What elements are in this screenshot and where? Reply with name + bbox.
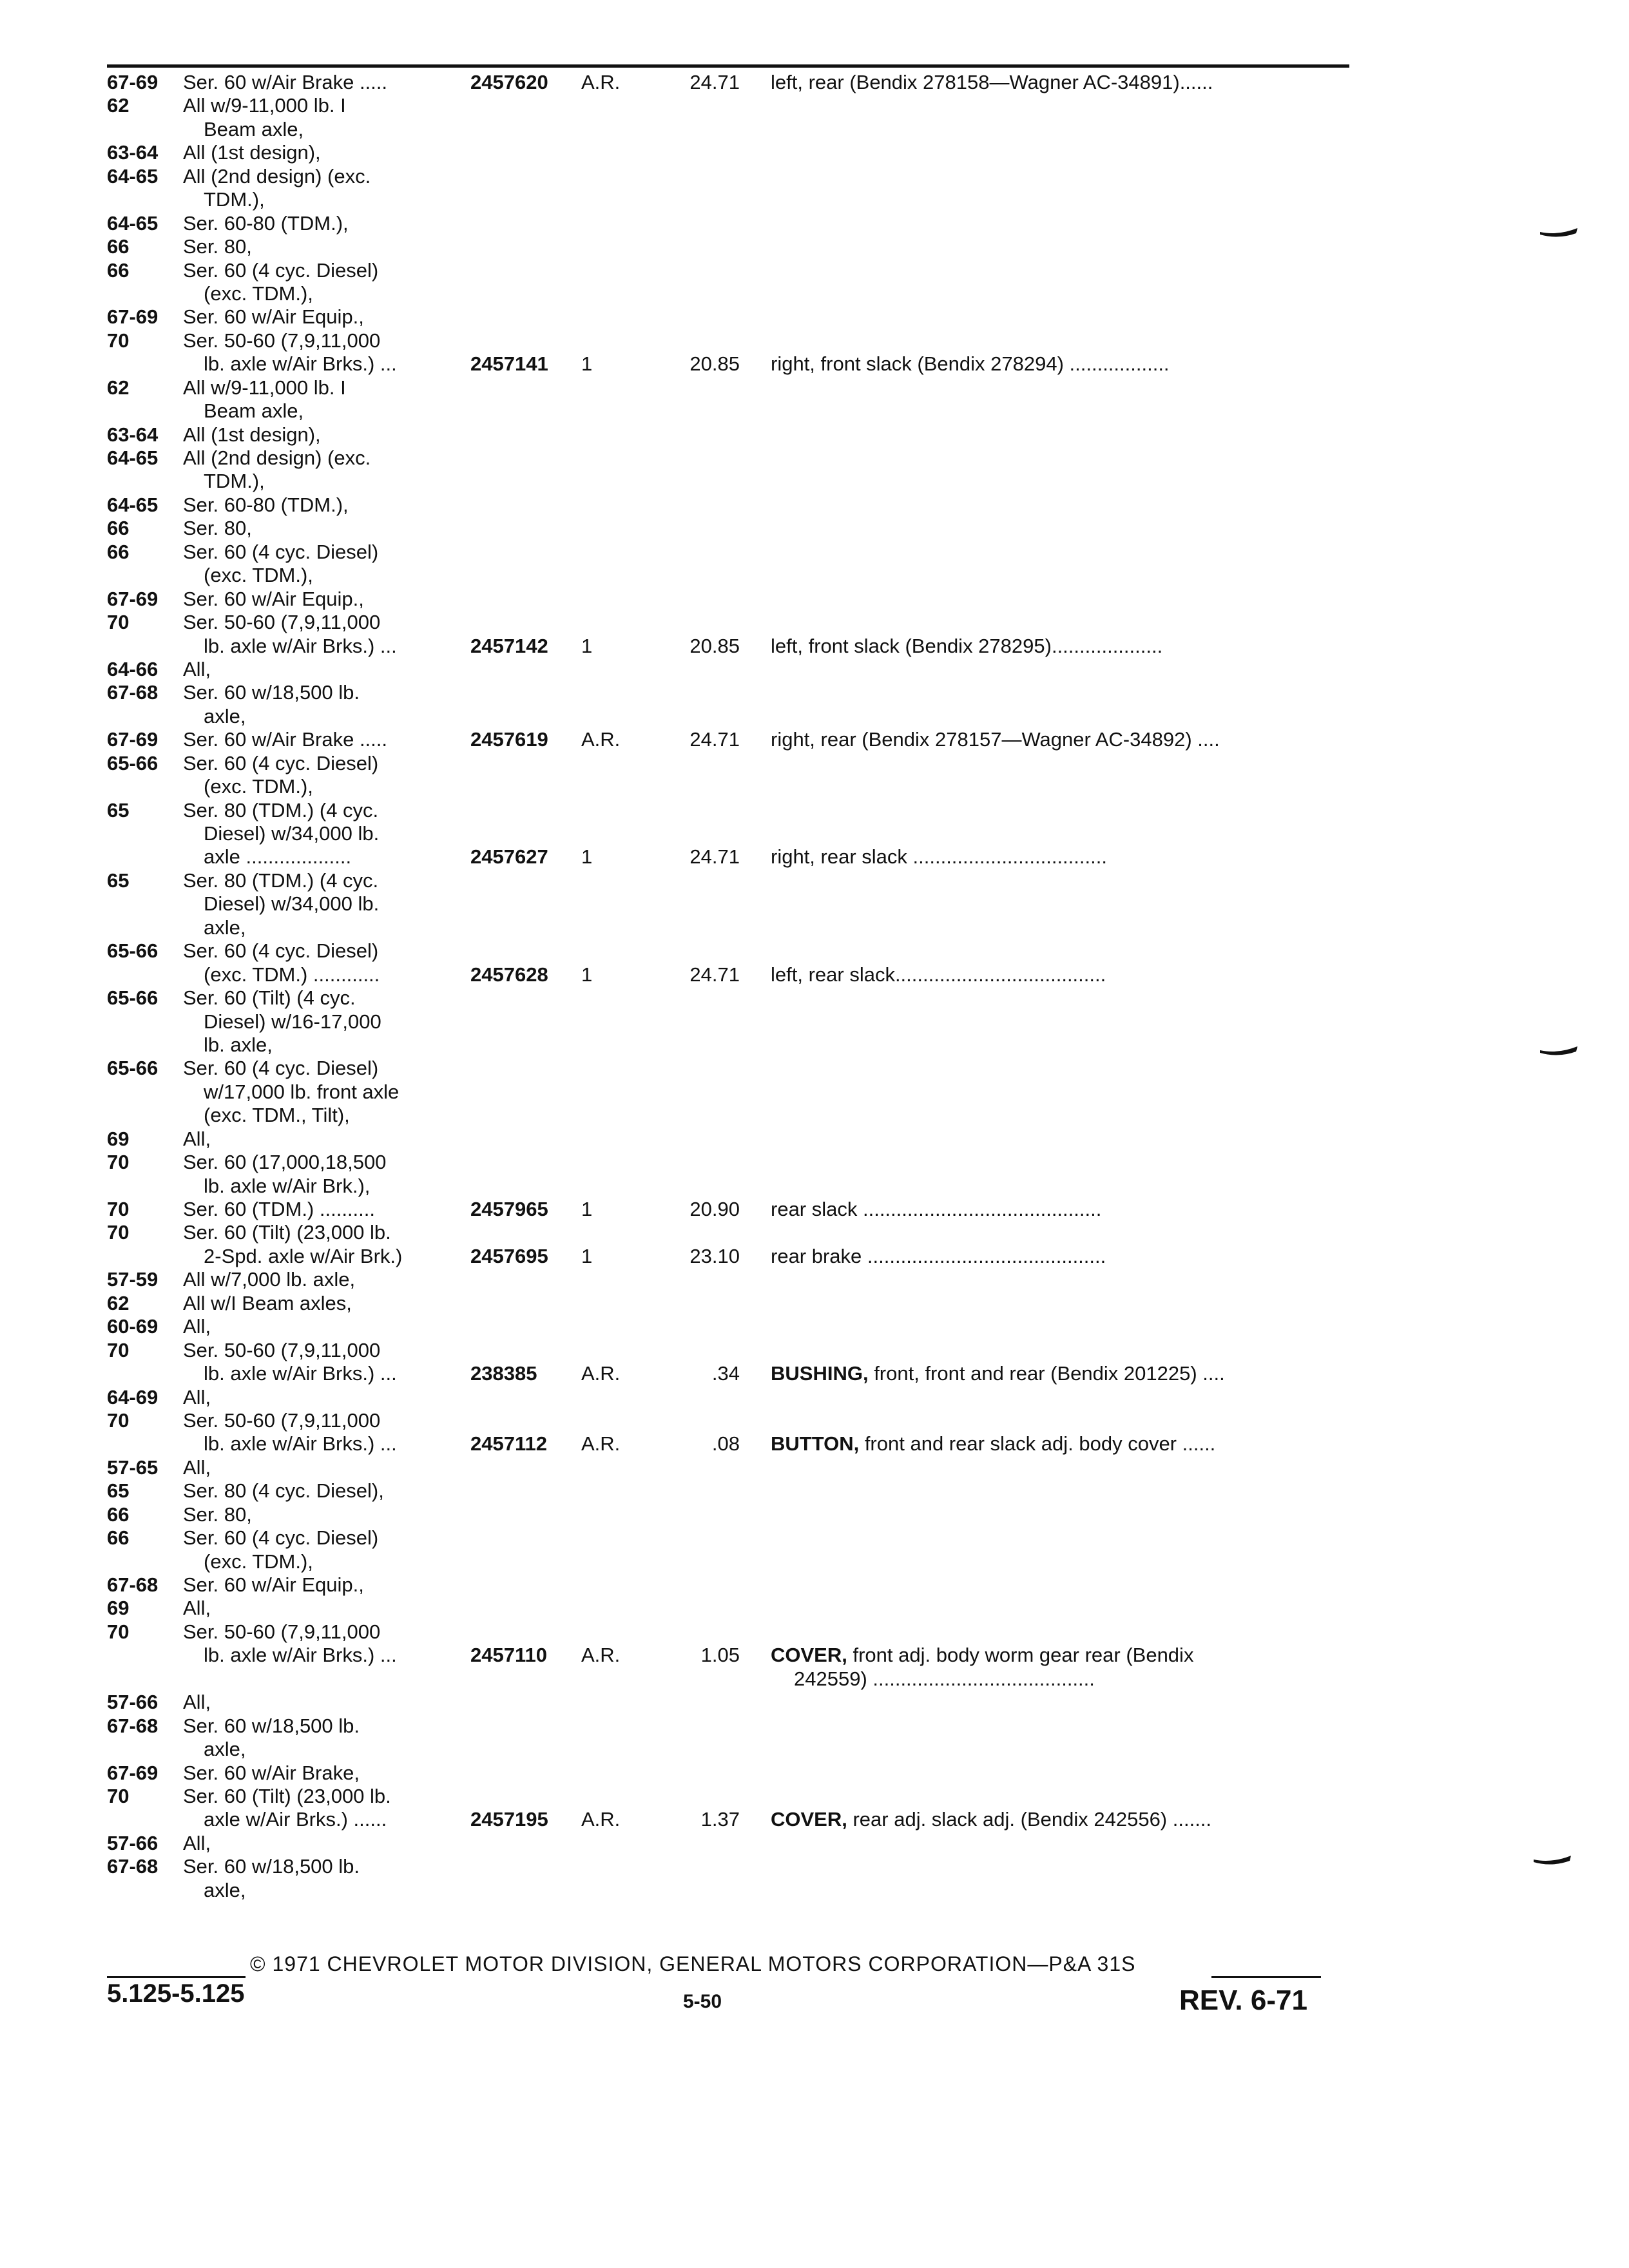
margin-mark-icon [1539,1044,1579,1058]
application: All, [183,1456,211,1479]
description-text: left, rear slack...................................... [771,963,1106,986]
part-number: 2457110 [465,1644,586,1667]
catalog-line [107,1785,1351,1808]
part-number: 2457195 [465,1808,586,1831]
application: Ser. 60 (4 cyc. Diesel) [183,1526,379,1550]
application: Ser. 60 (Tilt) (4 cyc. [183,986,356,1010]
catalog-line [107,352,1351,376]
description [771,1644,1351,1667]
quantity: 1 [581,963,593,986]
application: TDM.), [204,470,265,493]
catalog-line [107,188,1351,211]
catalog-line [107,1010,1351,1033]
part-name: BUTTON, [771,1432,860,1456]
model-years: 57-66 [107,1831,159,1854]
catalog-line [107,1573,1351,1597]
quantity: A.R. [581,728,621,751]
catalog-line [107,1292,1351,1315]
application: All w/9-11,000 lb. I [183,376,346,399]
catalog-line [107,447,1351,470]
description-text: front adj. body worm gear rear (Bendix [847,1644,1194,1667]
catalog-line [107,635,1351,658]
application: lb. axle w/Air Brk.), [204,1174,371,1197]
model-years: 66 [107,235,130,258]
model-years: 70 [107,1338,130,1361]
description [771,845,1351,869]
catalog-line [107,1479,1351,1503]
list-price: 20.85 [689,352,740,376]
application: All w/I Beam axles, [183,1291,352,1314]
footer-copyright: © 1971 CHEVROLET MOTOR DIVISION, GENERAL MOTORS CORPORATION—P&A 31S [250,1952,1136,1975]
application: (exc. TDM.), [204,282,313,305]
list-price: 20.90 [689,1198,740,1220]
part-number: 2457620 [465,71,586,94]
application: lb. axle w/Air Brks.) ... [204,1644,397,1667]
catalog-line [107,1128,1351,1151]
catalog-line [107,869,1351,892]
model-years: 69 [107,1597,130,1620]
description [794,1667,1374,1691]
application: All w/9-11,000 lb. I [183,94,346,117]
list-price: 1.37 [700,1808,740,1831]
application: lb. axle w/Air Brks.) ... [204,1432,397,1456]
description-text: front, front and rear (Bendix 201225) .... [868,1362,1225,1385]
description-text: rear brake ........................................... [771,1244,1106,1267]
margin-mark-icon [1532,1853,1572,1867]
application: Ser. 60 (4 cyc. Diesel) [183,1057,379,1080]
catalog-line [107,94,1351,117]
application: Ser. 60 (Tilt) (23,000 lb. [183,1784,391,1807]
catalog-line [107,494,1351,517]
catalog-line [107,517,1351,540]
list-price: 24.71 [689,963,740,986]
quantity: 1 [581,352,593,376]
list-price: .08 [711,1432,740,1456]
application: All, [183,657,211,680]
application: Ser. 80 (TDM.) (4 cyc. [183,869,379,892]
model-years: 57-59 [107,1268,159,1291]
catalog-line [107,235,1351,258]
description-text: right, rear slack ................................... [771,845,1107,869]
application: Ser. 60 (4 cyc. Diesel) [183,939,379,963]
catalog-line [107,1315,1351,1338]
model-years: 70 [107,1620,130,1643]
part-number: 2457695 [465,1245,586,1268]
catalog-line [107,1550,1351,1573]
application: All (1st design), [183,141,321,164]
quantity: A.R. [581,1808,621,1831]
model-years: 64-66 [107,657,159,680]
catalog-line [107,799,1351,822]
part-name: BUSHING, [771,1362,869,1385]
catalog-line [107,611,1351,634]
application: Ser. 50-60 (7,9,11,000 [183,1408,381,1432]
quantity: 1 [581,845,593,869]
catalog-line [107,564,1351,587]
catalog-line [107,916,1351,939]
application: lb. axle w/Air Brks.) ... [204,352,397,376]
catalog-line [107,1762,1351,1785]
application: (exc. TDM.), [204,1550,313,1573]
description-text: left, rear (Bendix 278158—Wagner AC-34891)...... [771,71,1213,93]
description-text: rear adj. slack adj. (Bendix 242556) ....... [847,1808,1212,1831]
application: Ser. 50-60 (7,9,11,000 [183,1338,381,1361]
catalog-line [107,141,1351,164]
catalog-line [107,541,1351,564]
catalog-line [107,1691,1351,1714]
application: Beam axle, [204,117,304,140]
application: (exc. TDM.) ............ [204,963,380,986]
application: Ser. 50-60 (7,9,11,000 [183,611,381,634]
catalog-line [107,752,1351,775]
model-years: 67-69 [107,728,159,751]
model-years: 62 [107,376,130,399]
model-years: 70 [107,1151,130,1174]
model-years: 65-66 [107,986,159,1010]
page-number: 5-50 [683,1991,722,2012]
application: Ser. 60 w/Air Brake, [183,1761,360,1784]
catalog-line [107,423,1351,447]
description-text: left, front slack (Bendix 278295).................... [771,634,1163,657]
list-price: 24.71 [689,728,740,751]
catalog-line [107,399,1351,423]
application: Ser. 80, [183,1503,252,1526]
application: Ser. 60 (4 cyc. Diesel) [183,751,379,774]
application: Ser. 60 (4 cyc. Diesel) [183,258,379,282]
application: Ser. 60 (4 cyc. Diesel) [183,540,379,563]
description [771,352,1351,376]
description [771,1808,1351,1831]
model-years: 60-69 [107,1315,159,1338]
application: All, [183,1385,211,1408]
description [771,635,1351,658]
part-number: 2457965 [465,1198,586,1221]
description-text: right, front slack (Bendix 278294) .................. [771,352,1170,376]
application: All w/7,000 lb. axle, [183,1268,356,1291]
catalog-line [107,259,1351,282]
model-years: 67-68 [107,1714,159,1737]
model-years: 65-66 [107,751,159,774]
model-years: 64-69 [107,1385,159,1408]
catalog-line [107,282,1351,305]
catalog-line [107,1667,1351,1691]
catalog-line [107,681,1351,704]
catalog-line [107,1456,1351,1479]
model-years: 67-69 [107,71,159,93]
application: Ser. 50-60 (7,9,11,000 [183,329,381,352]
application: All, [183,1597,211,1620]
catalog-line [107,1597,1351,1620]
quantity: 1 [581,1244,593,1267]
application: Ser. 60 w/Air Brake ..... [183,71,388,93]
application: Ser. 60 w/18,500 lb. [183,1714,360,1737]
model-years: 66 [107,1503,130,1526]
catalog-line [107,658,1351,681]
model-years: 65-66 [107,939,159,963]
application: Ser. 60 (Tilt) (23,000 lb. [183,1221,391,1244]
model-years: 64-65 [107,493,159,516]
application: Ser. 80, [183,235,252,258]
application: 2-Spd. axle w/Air Brk.) [204,1244,403,1267]
model-years: 67-68 [107,1573,159,1596]
catalog-line [107,1221,1351,1244]
application: All (1st design), [183,423,321,446]
catalog-line [107,728,1351,751]
list-price: .34 [711,1362,740,1385]
application: (exc. TDM., Tilt), [204,1104,350,1127]
catalog-line [107,1738,1351,1761]
catalog-line [107,376,1351,399]
application: Ser. 60-80 (TDM.), [183,211,349,235]
catalog-line [107,1808,1351,1831]
description [771,1432,1351,1456]
application: Ser. 60 w/18,500 lb. [183,681,360,704]
model-years: 70 [107,1784,130,1807]
top-rule [107,64,1349,68]
footer-rule [1211,1976,1321,1978]
catalog-line [107,1198,1351,1221]
catalog-line [107,1644,1351,1667]
application: axle, [204,704,246,727]
model-years: 62 [107,94,130,117]
application: Ser. 80 (TDM.) (4 cyc. [183,798,379,822]
quantity: 1 [581,634,593,657]
quantity: 1 [581,1198,593,1220]
description-text: 242559) ........................................ [794,1667,1095,1690]
description [771,963,1351,986]
catalog-line [107,775,1351,798]
description [771,728,1351,751]
model-years: 70 [107,1408,130,1432]
model-years: 65 [107,869,130,892]
list-price: 20.85 [689,634,740,657]
application: All, [183,1691,211,1714]
model-years: 70 [107,611,130,634]
application: lb. axle w/Air Brks.) ... [204,1362,397,1385]
quantity: A.R. [581,71,621,93]
catalog-line [107,470,1351,493]
catalog-line [107,845,1351,869]
catalog-line [107,1104,1351,1127]
application: TDM.), [204,188,265,211]
model-years: 69 [107,1127,130,1150]
catalog-line [107,892,1351,916]
list-price: 23.10 [689,1244,740,1267]
catalog-line [107,71,1351,94]
model-years: 62 [107,1291,130,1314]
model-years: 67-68 [107,1855,159,1878]
application: All, [183,1127,211,1150]
catalog-line [107,329,1351,352]
part-number: 2457141 [465,352,586,376]
catalog-line [107,1033,1351,1057]
description-text: right, rear (Bendix 278157—Wagner AC-34892) .... [771,728,1220,751]
part-number: 238385 [465,1362,586,1385]
model-years: 67-69 [107,1761,159,1784]
application: All, [183,1315,211,1338]
part-name: COVER, [771,1644,847,1667]
catalog-line [107,1503,1351,1526]
catalog-line [107,118,1351,141]
catalog-line [107,1151,1351,1174]
application: Ser. 60 (17,000,18,500 [183,1151,387,1174]
quantity: A.R. [581,1362,621,1385]
application: axle w/Air Brks.) ...... [204,1808,387,1831]
application: lb. axle w/Air Brks.) ... [204,634,397,657]
catalog-line [107,986,1351,1010]
application: Ser. 60 w/Air Brake ..... [183,728,388,751]
catalog-line [107,1339,1351,1362]
application: axle, [204,1738,246,1761]
model-years: 65 [107,1479,130,1503]
application: Ser. 80 (4 cyc. Diesel), [183,1479,384,1503]
catalog-line [107,165,1351,188]
model-years: 66 [107,540,130,563]
description [771,1362,1351,1385]
application: Ser. 50-60 (7,9,11,000 [183,1620,381,1643]
quantity: A.R. [581,1644,621,1667]
model-years: 63-64 [107,141,159,164]
application: All (2nd design) (exc. [183,447,371,469]
parts-catalog-table [107,71,1351,1902]
catalog-line [107,1432,1351,1456]
footer-rule [107,1976,246,1978]
catalog-line [107,588,1351,611]
application: Ser. 60-80 (TDM.), [183,493,349,516]
model-years: 67-68 [107,681,159,704]
catalog-line [107,1081,1351,1104]
model-years: 67-69 [107,587,159,610]
description [771,1245,1351,1268]
catalog-line [107,212,1351,235]
catalog-line [107,1620,1351,1644]
part-number: 2457627 [465,845,586,869]
catalog-line [107,1362,1351,1385]
description-text: front and rear slack adj. body cover ...... [859,1432,1216,1456]
model-years: 66 [107,1526,130,1550]
catalog-line [107,963,1351,986]
model-years: 57-65 [107,1456,159,1479]
catalog-line [107,1245,1351,1268]
application: All (2nd design) (exc. [183,164,371,187]
catalog-line [107,1715,1351,1738]
application: Ser. 60 w/18,500 lb. [183,1855,360,1878]
application: Ser. 60 w/Air Equip., [183,305,364,329]
description-text: rear slack ........................................... [771,1198,1102,1220]
application: Ser. 60 w/Air Equip., [183,1573,364,1596]
model-years: 63-64 [107,423,159,446]
list-price: 24.71 [689,71,740,93]
part-number: 2457112 [465,1432,586,1456]
catalog-line [107,305,1351,329]
catalog-line [107,705,1351,728]
list-price: 1.05 [700,1644,740,1667]
model-years: 70 [107,329,130,352]
part-number: 2457142 [465,635,586,658]
application: w/17,000 lb. front axle [204,1080,400,1103]
group-range: 5.125-5.125 [107,1979,245,2008]
revision-date: REV. 6-71 [1179,1984,1307,2016]
model-years: 67-69 [107,305,159,329]
description [771,71,1351,94]
model-years: 65 [107,798,130,822]
catalog-line [107,1832,1351,1855]
catalog-line [107,1057,1351,1080]
part-number: 2457628 [465,963,586,986]
application: axle, [204,916,246,939]
catalog-line [107,1855,1351,1878]
catalog-line [107,1268,1351,1291]
catalog-line [107,1175,1351,1198]
application: Ser. 80, [183,517,252,540]
application: axle ................... [204,845,352,869]
application: (exc. TDM.), [204,564,313,587]
catalog-line [107,1409,1351,1432]
model-years: 64-65 [107,447,159,469]
application: axle, [204,1878,246,1901]
model-years: 65-66 [107,1057,159,1080]
margin-mark-icon [1539,226,1579,240]
model-years: 70 [107,1198,130,1220]
application: Diesel) w/34,000 lb. [204,892,380,916]
description [771,1198,1351,1221]
model-years: 66 [107,517,130,540]
application: lb. axle, [204,1033,273,1056]
model-years: 64-65 [107,164,159,187]
application: Ser. 60 w/Air Equip., [183,587,364,610]
catalog-line [107,1526,1351,1550]
catalog-line [107,939,1351,963]
list-price: 24.71 [689,845,740,869]
quantity: A.R. [581,1432,621,1456]
model-years: 64-65 [107,211,159,235]
application: Diesel) w/16-17,000 [204,1010,381,1033]
application: (exc. TDM.), [204,775,313,798]
model-years: 70 [107,1221,130,1244]
catalog-line [107,1879,1351,1902]
application: Beam axle, [204,399,304,423]
catalog-line [107,822,1351,845]
catalog-line [107,1386,1351,1409]
application: Ser. 60 (TDM.) .......... [183,1198,375,1220]
application: Diesel) w/34,000 lb. [204,822,380,845]
part-number: 2457619 [465,728,586,751]
model-years: 66 [107,258,130,282]
part-name: COVER, [771,1808,847,1831]
application: All, [183,1831,211,1854]
model-years: 57-66 [107,1691,159,1714]
